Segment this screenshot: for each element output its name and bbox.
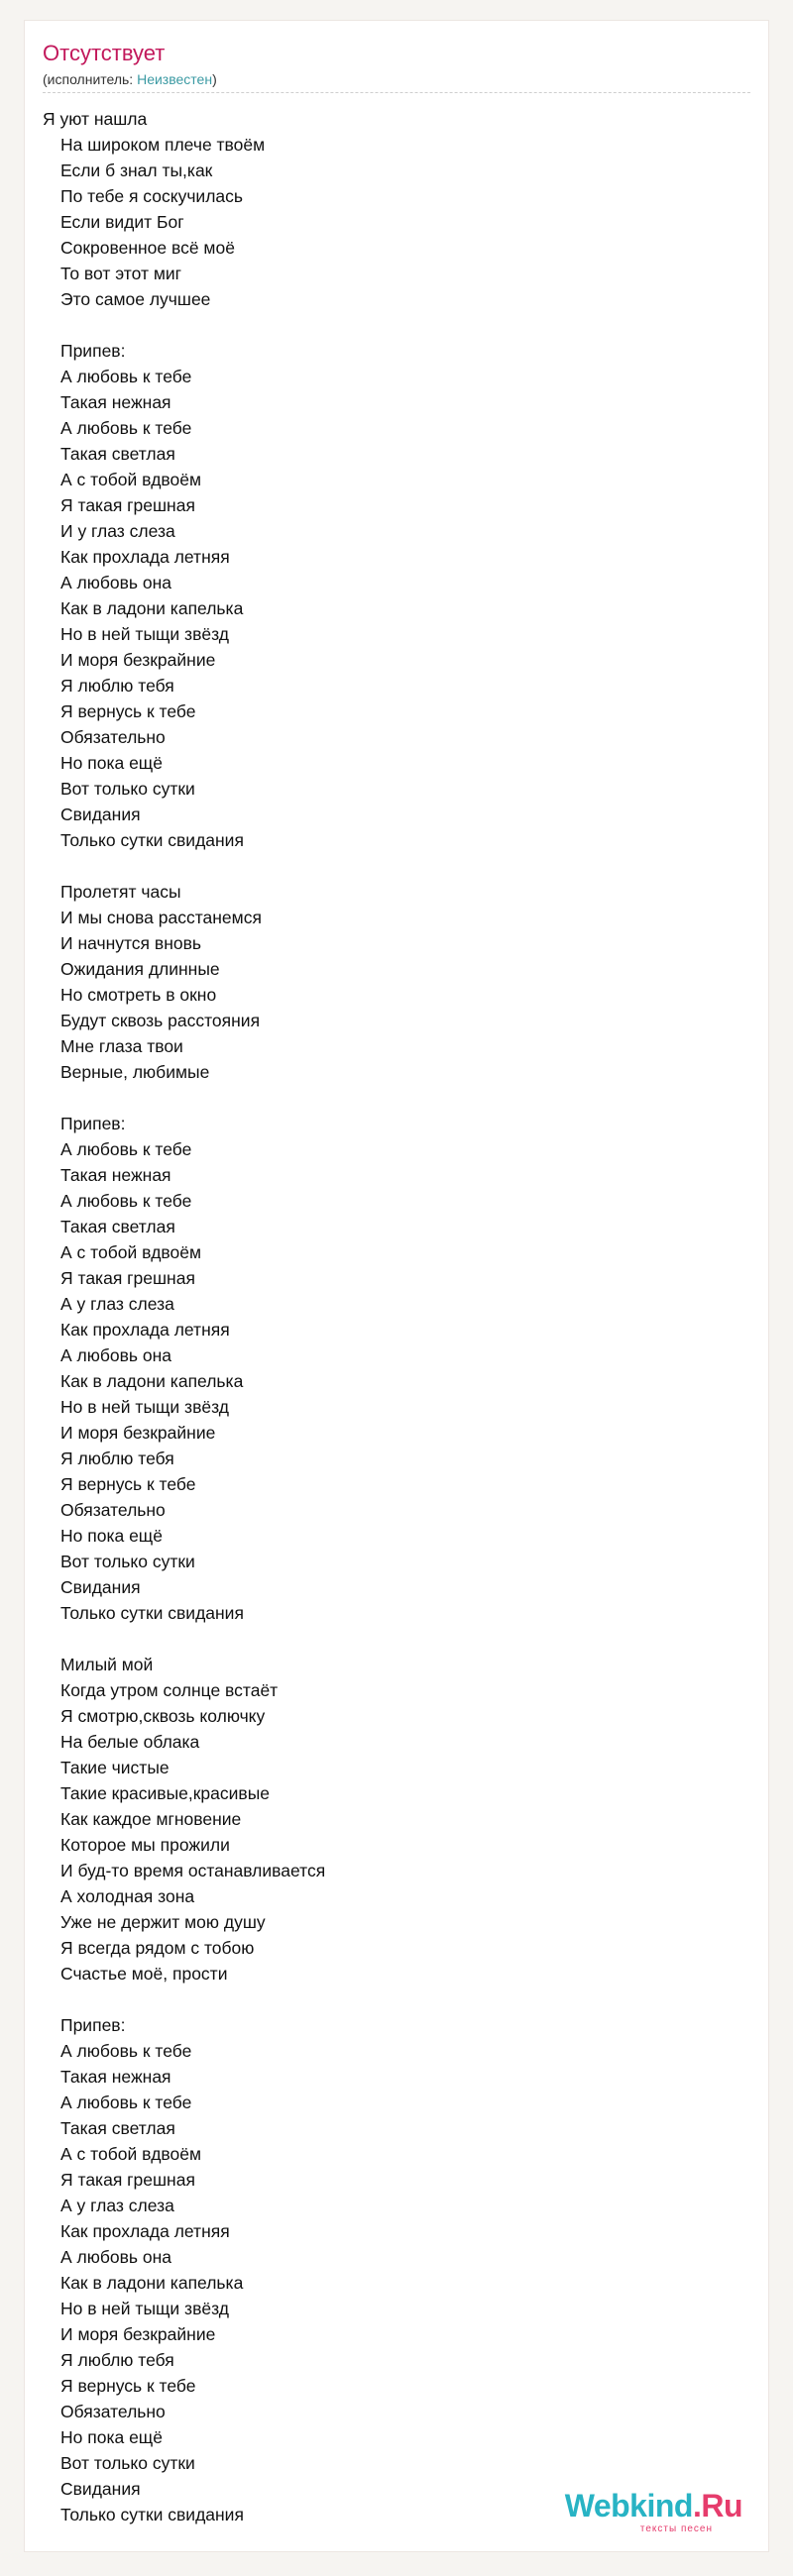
lyric-line: Пролетят часы <box>60 882 181 902</box>
lyric-line: Как прохлада летняя <box>60 1320 230 1340</box>
lyric-line: Свидания <box>60 2479 141 2499</box>
lyric-line: Но в ней тыщи звёзд <box>60 2299 229 2318</box>
lyric-line: И у глаз слеза <box>60 521 175 541</box>
lyric-line: А любовь она <box>60 1345 172 1365</box>
lyric-line: Но пока ещё <box>60 2427 163 2447</box>
artist-link[interactable]: Неизвестен <box>137 71 213 87</box>
lyric-line: Уже не держит мою душу <box>60 1912 266 1932</box>
lyric-line: Как прохлада летняя <box>60 2221 230 2241</box>
stanza-break <box>43 1626 750 1652</box>
lyric-line: А с тобой вдвоём <box>60 2144 201 2164</box>
logo-wordmark <box>565 2488 742 2523</box>
lyric-line: Верные, любимые <box>60 1062 210 1082</box>
lyric-line: Как каждое мгновение <box>60 1809 242 1829</box>
logo-suffix: .Ru <box>692 2488 742 2523</box>
lyric-line: Такая нежная <box>60 392 171 412</box>
lyric-line: Вот только сутки <box>60 2453 195 2473</box>
byline-prefix: (исполнитель: <box>43 71 138 87</box>
lyric-line: Но в ней тыщи звёзд <box>60 1397 229 1417</box>
lyric-line: Которое мы прожили <box>60 1835 230 1855</box>
lyric-line: И моря безкрайние <box>60 1423 216 1443</box>
lyric-line: А любовь она <box>60 573 172 592</box>
lyric-line: Ожидания длинные <box>60 959 220 979</box>
stanza-break <box>43 853 750 879</box>
lyric-line: Будут сквозь расстояния <box>60 1011 261 1030</box>
lyric-line: Но пока ещё <box>60 753 163 773</box>
stanza-break <box>43 1986 750 2012</box>
song-title: Отсутствует <box>43 41 166 65</box>
lyric-line: Обязательно <box>60 727 166 747</box>
lyric-line: А любовь к тебе <box>60 418 192 438</box>
lyric-line: Если б знал ты,как <box>60 161 213 180</box>
lyric-line: А любовь к тебе <box>60 1191 192 1211</box>
lyric-line: А с тобой вдвоём <box>60 470 201 489</box>
lyric-line: А любовь к тебе <box>60 1139 192 1159</box>
lyrics-card <box>24 20 769 2552</box>
lyric-line: На белые облака <box>60 1732 200 1752</box>
lyric-line: Как в ладони капелька <box>60 1371 244 1391</box>
lyric-line: Свидания <box>60 805 141 824</box>
lyric-line: Как в ладони капелька <box>60 598 244 618</box>
lyric-line: Такие чистые <box>60 1758 170 1777</box>
lyric-line: На широком плече твоём <box>60 135 266 155</box>
lyric-line: Свидания <box>60 1577 141 1597</box>
lyric-line: А любовь она <box>60 2247 172 2267</box>
lyric-line: И моря безкрайние <box>60 2324 216 2344</box>
lyric-line: Я такая грешная <box>60 495 195 515</box>
lyric-line: Я уют нашла <box>43 109 148 129</box>
byline-suffix: ) <box>212 71 217 87</box>
lyric-line: По тебе я соскучилась <box>60 186 244 206</box>
lyric-line: Я смотрю,сквозь колючку <box>60 1706 266 1726</box>
lyric-line: Обязательно <box>60 1500 166 1520</box>
logo-tagline: тексты песен <box>639 2523 713 2534</box>
lyric-line: Я люблю тебя <box>60 2350 174 2370</box>
lyric-line: Я всегда рядом с тобою <box>60 1938 255 1958</box>
lyric-line: Я люблю тебя <box>60 1449 174 1468</box>
lyric-line: Счастье моё, прости <box>60 1964 228 1984</box>
lyric-line: Я вернусь к тебе <box>60 1474 196 1494</box>
lyric-line: Такая нежная <box>60 1165 171 1185</box>
logo-name: Webkind <box>564 2488 693 2523</box>
lyric-line: А у глаз слеза <box>60 1294 174 1314</box>
lyric-line: Такая светлая <box>60 444 175 464</box>
stanza-break <box>43 312 750 338</box>
lyric-line: Но смотреть в окно <box>60 985 217 1005</box>
lyric-line: Я такая грешная <box>60 2170 195 2190</box>
lyric-line: Но в ней тыщи звёзд <box>60 624 229 644</box>
stanza-break <box>43 1085 750 1111</box>
header-divider <box>43 92 750 93</box>
lyric-line: Как в ладони капелька <box>60 2273 244 2293</box>
lyric-line: Только сутки свидания <box>60 1603 244 1623</box>
lyric-line: А у глаз слеза <box>60 2196 174 2215</box>
lyric-line: И мы снова расстанемся <box>60 908 262 927</box>
lyric-line: Такая светлая <box>60 2118 175 2138</box>
lyric-line: И буд-то время останавливается <box>60 1861 326 1880</box>
lyric-line: Мне глаза твои <box>60 1036 183 1056</box>
lyric-line: А холодная зона <box>60 1886 195 1906</box>
lyric-line: Припев: <box>60 1114 126 1133</box>
lyrics-text <box>43 106 750 2527</box>
lyric-line: Это самое лучшее <box>60 289 211 309</box>
lyric-line: Такая светлая <box>60 1217 175 1236</box>
lyric-line: Я люблю тебя <box>60 676 174 696</box>
lyric-line: То вот этот миг <box>60 264 182 283</box>
lyric-line: А с тобой вдвоём <box>60 1242 201 1262</box>
lyric-line: А любовь к тебе <box>60 367 192 386</box>
lyric-line: И моря безкрайние <box>60 650 216 670</box>
lyric-line: Обязательно <box>60 2402 166 2421</box>
lyric-line: Если видит Бог <box>60 212 184 232</box>
lyric-line: Вот только сутки <box>60 1552 195 1571</box>
lyric-line: Сокровенное всё моё <box>60 238 235 258</box>
lyric-line: Такие красивые,красивые <box>60 1783 271 1803</box>
lyric-line: Только сутки свидания <box>60 830 244 850</box>
lyric-line: И начнутся вновь <box>60 933 201 953</box>
lyric-line: Я такая грешная <box>60 1268 195 1288</box>
lyric-line: Милый мой <box>60 1655 154 1674</box>
lyric-line: Только сутки свидания <box>60 2505 244 2524</box>
artist-byline <box>43 70 217 88</box>
lyric-line: Когда утром солнце встаёт <box>60 1680 279 1700</box>
lyric-line: Вот только сутки <box>60 779 195 799</box>
lyric-line: А любовь к тебе <box>60 2041 192 2061</box>
lyric-line: Я вернусь к тебе <box>60 2376 196 2396</box>
lyric-line: Как прохлада летняя <box>60 547 230 567</box>
lyric-line: Такая нежная <box>60 2067 171 2087</box>
lyric-line: Припев: <box>60 2015 126 2035</box>
site-logo[interactable] <box>565 2488 742 2535</box>
lyric-line: Я вернусь к тебе <box>60 701 196 721</box>
lyric-line: Но пока ещё <box>60 1526 163 1546</box>
lyric-line: Припев: <box>60 341 126 361</box>
lyric-line: А любовь к тебе <box>60 2093 192 2112</box>
